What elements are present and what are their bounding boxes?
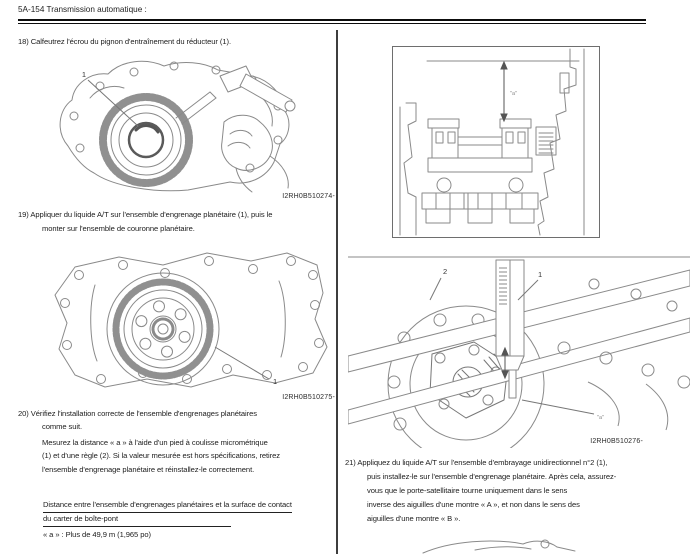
step-20-line4: (1) et d'une règle (2). Si la valeur mesurée est hors spécifications, retirez <box>42 451 280 460</box>
step-20-line5: l'ensemble d'engrenage planétaire et réinstallez-le correctement. <box>42 465 255 474</box>
step-21-line1: 21) Appliquez du liquide A/T sur l'ensemble d'embrayage unidirectionnel n°2 (1), <box>345 458 608 467</box>
figure-caliper-measurement <box>348 252 690 448</box>
fig4-dim-label: "a" <box>597 415 604 421</box>
fig2-caption: I2RH0B510275- <box>282 394 335 401</box>
fig4-callout-2: 2 <box>443 267 448 276</box>
fig3-dimension-arrow <box>501 62 507 121</box>
figure-section-drawing <box>393 47 599 237</box>
step-21-line2: puis installez-le sur l'ensemble d'engrenage planétaire. Après cela, assurez- <box>367 472 617 481</box>
step-21-line4: inverse des aiguilles d'une montre « A », et non dans le sens des <box>367 500 580 509</box>
fig4-caption: I2RH0B510276- <box>590 438 643 445</box>
fig3-section-lines <box>400 49 584 235</box>
fig2-planetary-drawing <box>107 273 219 385</box>
spec-value: « a » : Plus de 49,9 m (1,965 po) <box>43 530 151 539</box>
figure-planetary-install <box>35 245 335 393</box>
fig2-leader-line <box>215 347 269 379</box>
fig4-callout-1: 1 <box>538 270 543 279</box>
step-21-line3: vous que le porte-satellitaire tourne uniquement dans le sens <box>367 486 568 495</box>
fig1-caption: I2RH0B510274- <box>282 193 335 200</box>
column-divider <box>336 30 338 554</box>
figure-stake-reducer-nut <box>40 56 335 193</box>
header-rule <box>18 19 646 24</box>
step-19-line2: monter sur l'ensemble de couronne planétaire. <box>42 224 195 233</box>
step-18-text: 18) Calfeutrez l'écrou du pignon d'entraînement du réducteur (1). <box>18 37 231 46</box>
figure-section-box <box>392 46 600 238</box>
step-19-line1: 19) Appliquer du liquide A/T sur l'ensemble d'engrenage planétaire (1), puis le <box>18 210 273 219</box>
fig1-callout-1: 1 <box>81 70 86 79</box>
step-20-line2: comme suit. <box>42 422 83 431</box>
page-header-title: 5A-154 Transmission automatique : <box>18 5 147 14</box>
figure-partial-bottom <box>415 536 580 554</box>
step-20-line1: 20) Vérifiez l'installation correcte de l'ensemble d'engrenages planétaires <box>18 409 257 418</box>
step-21-line5: aiguilles d'une montre « B ». <box>367 514 461 523</box>
fig1-hammer-punch-drawing <box>176 66 295 192</box>
fig5-partial-lines <box>423 540 575 553</box>
fig3-dim-label: "a" <box>510 91 517 97</box>
fig2-callout-1: 1 <box>273 377 278 386</box>
step-20-line3: Mesurez la distance « a » à l'aide d'un pied à coulisse micrométrique <box>42 438 268 447</box>
fig1-gear-drawing <box>103 97 189 183</box>
spec-title-line2: du carter de boîte-pont <box>43 514 231 527</box>
spec-title-line1: Distance entre l'ensemble d'engrenages planétaires et la surface de contact <box>43 500 292 513</box>
